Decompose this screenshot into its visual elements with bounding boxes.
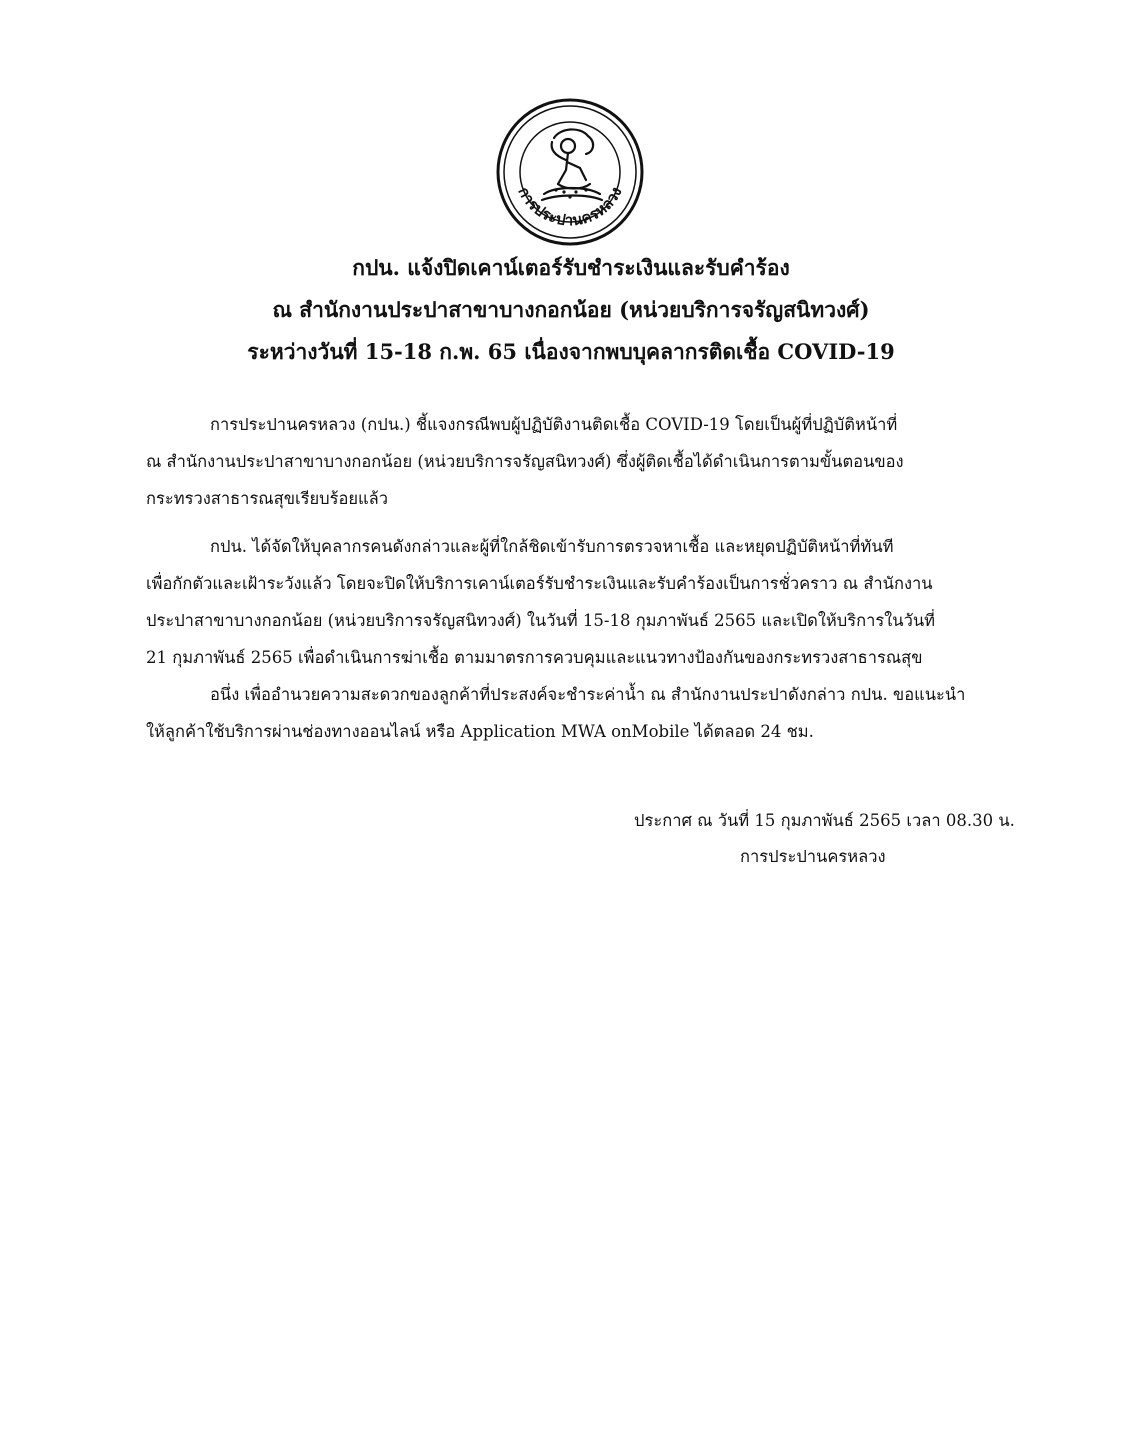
- mwa-seal-icon: [496, 98, 644, 246]
- paragraph-3: [146, 676, 1002, 750]
- signing-organization: การประปานครหลวง: [740, 847, 886, 866]
- title-line-3: ระหว่างวันที่ 15-18 ก.พ. 65 เนื่องจากพบบุคลากรติดเชื้อ COVID-19: [247, 339, 895, 364]
- paragraph-line: เพื่อกักตัวและเฝ้าระวังแล้ว โดยจะปิดให้บริการเคาน์เตอร์รับชำระเงินและรับคำร้องเป็นการชั่วคราว ณ สำนักงาน: [146, 574, 933, 593]
- paragraph-line: ณ สำนักงานประปาสาขาบางกอกน้อย (หน่วยบริการจรัญสนิทวงศ์) ซึ่งผู้ติดเชื้อได้ดำเนินการตามขั้นตอนของ: [146, 452, 904, 471]
- seal-text: การประปานครหลวง: [514, 184, 626, 230]
- paragraph-line: กปน. ได้จัดให้บุคลากรคนดังกล่าวและผู้ที่ใกล้ชิดเข้ารับการตรวจหาเชื้อ และหยุดปฏิบัติหน้าที่ทันที: [210, 537, 894, 556]
- paragraph-line: ให้ลูกค้าใช้บริการผ่านช่องทางออนไลน์ หรือ Application MWA onMobile ได้ตลอด 24 ชม.: [146, 722, 814, 741]
- paragraph-1: [146, 406, 1002, 517]
- announcement-title: [0, 247, 1142, 373]
- announcement-date: ประกาศ ณ วันที่ 15 กุมภาพันธ์ 2565 เวลา 08.30 น.: [634, 811, 1015, 830]
- paragraph-line: กระทรวงสาธารณสุขเรียบร้อยแล้ว: [146, 489, 389, 508]
- paragraph-2: [146, 528, 1002, 676]
- paragraph-line: ประปาสาขาบางกอกน้อย (หน่วยบริการจรัญสนิทวงศ์) ในวันที่ 15-18 กุมภาพันธ์ 2565 และเปิดให้บริการในวันที่: [146, 611, 935, 630]
- paragraph-line: 21 กุมภาพันธ์ 2565 เพื่อดำเนินการฆ่าเชื้อ ตามมาตรการควบคุมและแนวทางป้องกันของกระทรวงสาธารณสุข: [146, 648, 923, 667]
- paragraph-line: อนึ่ง เพื่ออำนวยความสะดวกของลูกค้าที่ประสงค์จะชำระค่าน้ำ ณ สำนักงานประปาดังกล่าว กปน. ขอแนะนำ: [210, 685, 966, 704]
- title-line-2: ณ สำนักงานประปาสาขาบางกอกน้อย (หน่วยบริการจรัญสนิทวงศ์): [272, 297, 870, 322]
- title-line-1: กปน. แจ้งปิดเคาน์เตอร์รับชำระเงินและรับคำร้อง: [352, 255, 790, 280]
- paragraph-line: การประปานครหลวง (กปน.) ชี้แจงกรณีพบผู้ปฏิบัติงานติดเชื้อ COVID-19 โดยเป็นผู้ที่ปฏิบัติหน้าที่: [210, 415, 898, 434]
- announcement-body: [146, 406, 1002, 750]
